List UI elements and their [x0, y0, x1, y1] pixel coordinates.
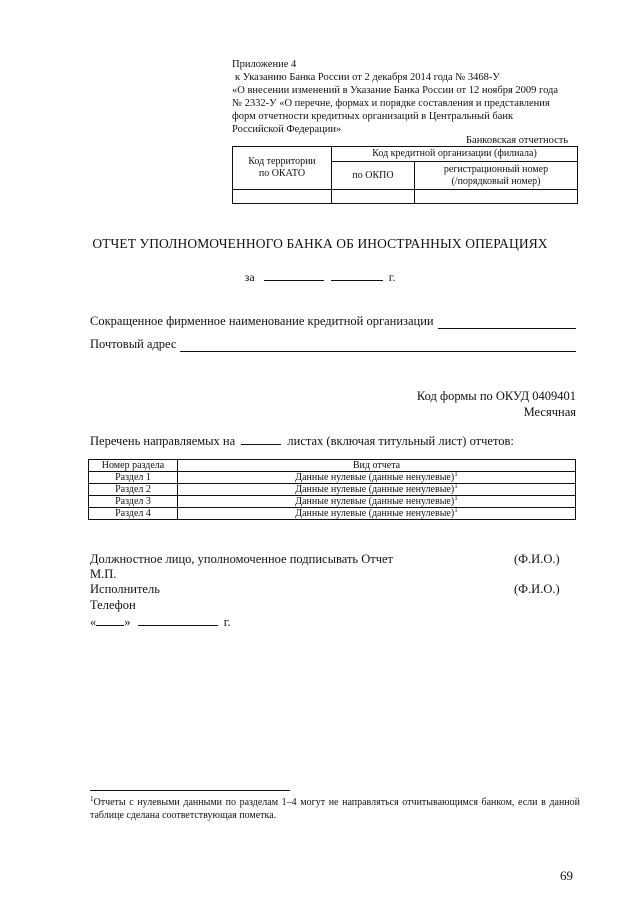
table-row	[89, 484, 576, 496]
org-name-label: Сокращенное фирменное наименование кредитной организации	[90, 314, 434, 328]
section-number: Раздел 1	[89, 472, 178, 484]
okud-code: Код формы по ОКУД 0409401	[416, 389, 576, 403]
appendix-line: Приложение 4	[232, 59, 297, 70]
period-suffix: г.	[388, 270, 396, 284]
report-type[interactable]: Данные нулевые (данные ненулевые)$^1$	[178, 508, 576, 520]
address-row	[90, 337, 576, 352]
signature-date	[90, 613, 231, 630]
executor-label: Исполнитель	[90, 582, 160, 596]
stamp-label: М.П.	[90, 567, 117, 581]
appendix-reference	[232, 58, 592, 136]
phone-label: Телефон	[90, 598, 136, 612]
okpo-cell[interactable]	[332, 190, 415, 204]
org-name-blank[interactable]	[438, 316, 576, 329]
list-intro	[90, 432, 514, 449]
okpo-header: по ОКПО	[332, 162, 415, 190]
footnote	[90, 796, 580, 822]
footnote-divider	[90, 790, 290, 791]
report-type[interactable]: Данные нулевые (данные ненулевые)$^1$	[178, 484, 576, 496]
period-year-blank[interactable]	[331, 268, 383, 281]
list-intro-before: Перечень направляемых на	[90, 434, 236, 448]
org-name-row	[90, 314, 576, 329]
credit-org-code-header: Код кредитной организации (филиала)	[332, 147, 578, 162]
date-close-quote: »	[124, 615, 131, 629]
sections-table	[88, 459, 576, 520]
report-type-header: Вид отчета	[178, 460, 576, 472]
report-title: ОТЧЕТ УПОЛНОМОЧЕННОГО БАНКА ОБ ИНОСТРАННЫХ ОПЕРАЦИЯХ	[92, 236, 548, 251]
footnote-marker: 1	[454, 482, 458, 490]
appendix-line: форм отчетности кредитных организаций в Центральный банк	[232, 111, 514, 122]
sheet-count-blank[interactable]	[241, 432, 281, 445]
executor-fio: (Ф.И.О.)	[514, 582, 560, 596]
reg-number-cell[interactable]	[415, 190, 578, 204]
date-month-year-blank[interactable]	[138, 613, 218, 626]
report-period	[0, 268, 640, 285]
address-blank[interactable]	[180, 339, 576, 352]
appendix-line: к Указанию Банка России от 2 декабря 2014 года № 3468-У	[235, 72, 500, 83]
period-month-blank[interactable]	[264, 268, 324, 281]
address-label: Почтовый адрес	[90, 337, 177, 351]
footnote-marker: 1	[454, 494, 458, 502]
date-day-blank[interactable]	[96, 613, 124, 626]
official-fio: (Ф.И.О.)	[514, 552, 560, 566]
date-open-quote: «	[90, 615, 97, 629]
footnote-marker: 1	[454, 506, 458, 514]
footnote-number: 1	[90, 795, 94, 803]
footnote-text: Отчеты с нулевыми данными по разделам 1–4 могут не направляться отчитывающимся банком, если в данной таблице сделана соответствующая пометка.	[90, 797, 580, 821]
period-prefix: за	[244, 270, 255, 284]
table-row	[89, 472, 576, 484]
section-number: Раздел 4	[89, 508, 178, 520]
territory-code-header: Код территории по ОКАТО	[233, 147, 332, 190]
section-number: Раздел 3	[89, 496, 178, 508]
report-frequency: Месячная	[523, 405, 576, 419]
section-number: Раздел 2	[89, 484, 178, 496]
section-number-header: Номер раздела	[89, 460, 178, 472]
bank-reporting-caption: Банковская отчетность	[466, 135, 569, 146]
territory-code-cell[interactable]	[233, 190, 332, 204]
date-suffix: г.	[223, 615, 231, 629]
report-type[interactable]: Данные нулевые (данные ненулевые)$^1$	[178, 496, 576, 508]
page-number: 69	[560, 868, 573, 883]
report-type[interactable]: Данные нулевые (данные ненулевые)$^1$	[178, 472, 576, 484]
appendix-line: «О внесении изменений в Указание Банка России от 12 ноября 2009 года	[232, 85, 559, 96]
form-code-block	[417, 388, 576, 420]
footnote-marker: 1	[454, 470, 458, 478]
reg-number-header: регистрационный номер (/порядковый номер)	[415, 162, 578, 190]
appendix-line: № 2332-У «О перечне, формах и порядке составления и представления	[232, 98, 550, 109]
table-row	[89, 508, 576, 520]
official-label: Должностное лицо, уполномоченное подписывать Отчет	[90, 552, 394, 566]
header-code-table	[232, 146, 578, 204]
appendix-line: Российской Федерации»	[232, 124, 342, 135]
table-row	[89, 496, 576, 508]
list-intro-after: листах (включая титульный лист) отчетов:	[287, 434, 514, 448]
